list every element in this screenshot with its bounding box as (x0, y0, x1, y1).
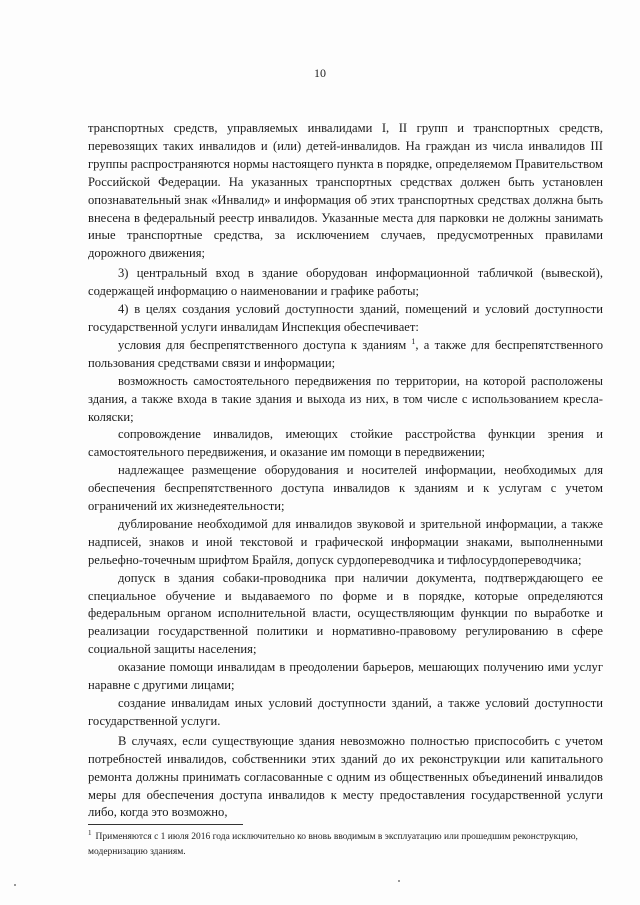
paragraph-unobstructed-access-text: условия для беспрепятственного доступа к зданиям (118, 337, 407, 352)
footnote-reference: 1 (411, 336, 416, 346)
footnote-text: Применяются с 1 июля 2016 года исключительно ко вновь вводимым в эксплуатацию или прошедшим реконструкцию, модернизацию зданиям. (88, 832, 578, 858)
paragraph-parking: транспортных средств, управляемых инвалидами I, II групп и транспортных средств, перевозящих таких инвалидов и (или) детей-инвалидов. На граждан из числа инвалидов III группы распространяются нормы настоящего пункта в порядке, определяемом Правительством Российской Федерации. На указанных транспортных средствах должен быть установлен опознавательный знак «Инвалид» и информация об этих транспортных средствах должна быть внесена в федеральный реестр инвалидов. Указанные места для парковки не должны занимать иные транспортные средства, за исключением случаев, предусмотренных правилами дорожного движения; (88, 121, 603, 261)
paragraph-duplication: дублирование необходимой для инвалидов звуковой и зрительной информации, а также надписей, знаков и иной текстовой и графической информации знаками, выполненными рельефно-точечным шрифтом Брайля, допуск сурдопереводчика и тифлосурдопереводчика; (88, 516, 603, 567)
page-number: 10 (314, 66, 326, 80)
scan-speck (14, 884, 16, 886)
footnote-marker: 1 (88, 829, 92, 837)
document-body (88, 120, 603, 822)
paragraph-independent-movement: возможность самостоятельного передвижения по территории, на которой расположены здания, а также входа в такие здания и выхода из них, в том числе с использованием кресла-коляски; (88, 373, 603, 424)
paragraph-unobstructed-access-tail: , а также для беспрепятственного пользования средствами связи и информации; (88, 337, 603, 370)
scan-speck (398, 880, 400, 882)
footnote-divider (88, 824, 243, 825)
paragraph-existing-buildings: В случаях, если существующие здания невозможно полностью приспособить с учетом потребностей инвалидов, собственники этих зданий до их реконструкции или капитального ремонта должны принимать согласованные с одним из общественных объединений инвалидов меры для обеспечения доступа инвалидов к месту предоставления государственной услуги либо, когда это возможно, (88, 733, 603, 820)
paragraph-guide-dog: допуск в здания собаки-проводника при наличии документа, подтверждающего ее специальное обучение и выдаваемого по форме и в порядке, которые определяются федеральным органом исполнительной власти, осуществляющим функции по выработке и реализации государственной политики и нормативно-правовому регулированию в сфере социальной защиты населения; (88, 570, 603, 657)
paragraph-barrier-help: оказание помощи инвалидам в преодолении барьеров, мешающих получению ими услуг наравне с другими лицами; (88, 660, 603, 693)
paragraph-escort: сопровождение инвалидов, имеющих стойкие расстройства функции зрения и самостоятельного передвижения, и оказание им помощи в передвижении; (88, 427, 603, 460)
paragraph-accessibility-intro: 4) в целях создания условий доступности зданий, помещений и условий доступности государственной услуги инвалидам Инспекция обеспечивает: (88, 302, 603, 334)
paragraph-other-conditions: создание инвалидам иных условий доступности зданий, а также условий доступности государственной услуги. (88, 696, 603, 728)
footnote (88, 826, 603, 860)
paragraph-unobstructed-access (88, 337, 603, 373)
paragraph-central-entrance: 3) центральный вход в здание оборудован информационной табличкой (вывеской), содержащей информацию о наименовании и графике работы; (88, 266, 603, 299)
paragraph-equipment-placement: надлежащее размещение оборудования и носителей информации, необходимых для обеспечения беспрепятственного доступа инвалидов к зданиям и к услугам с учетом ограничений их жизнедеятельности; (88, 463, 603, 514)
